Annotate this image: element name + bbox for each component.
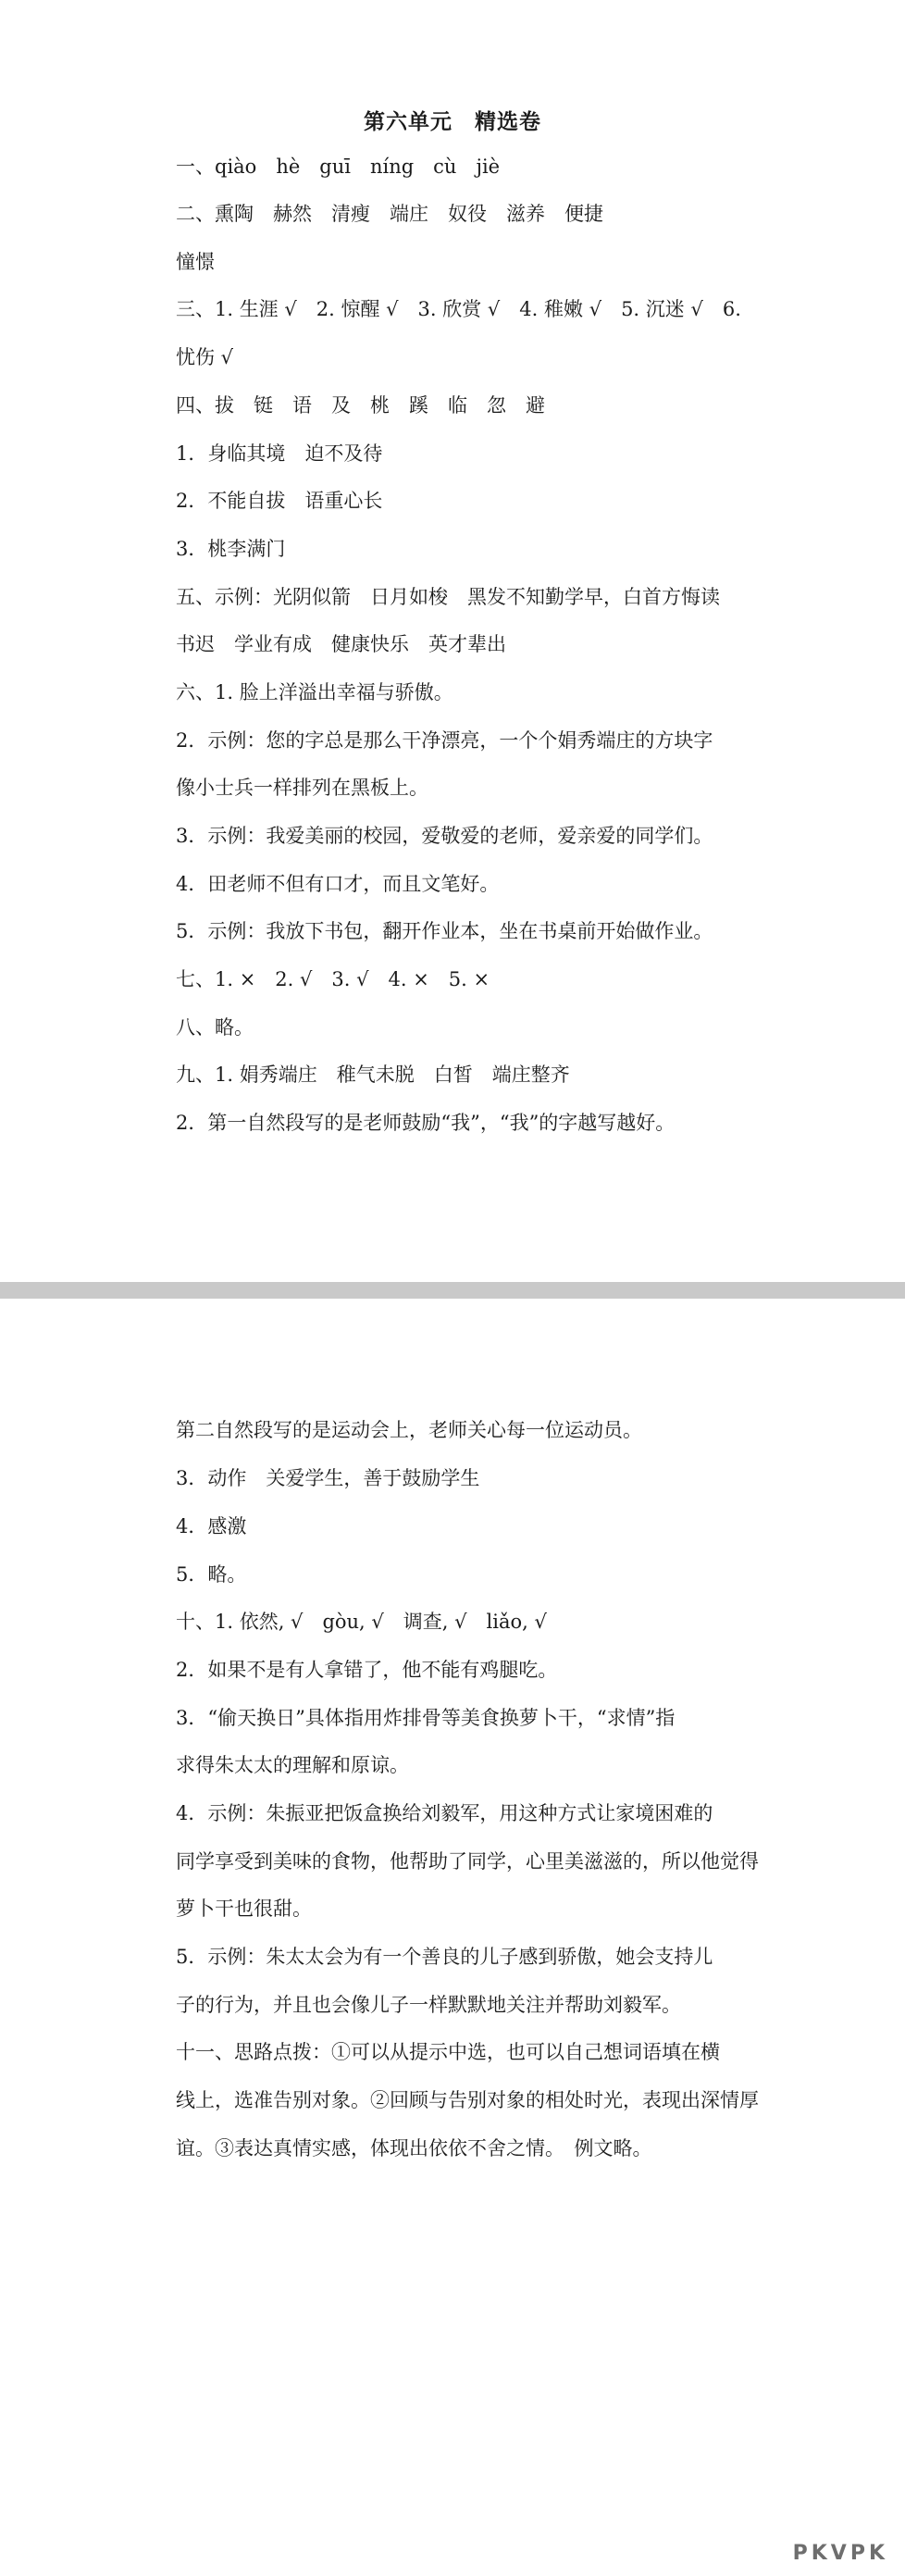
- page-separator: [0, 1282, 905, 1299]
- answer-line: 4．示例：朱振亚把饭盒换给刘毅军，用这种方式让家境困难的: [176, 1802, 713, 1824]
- answer-line: 第二自然段写的是运动会上，老师关心每一位运动员。: [176, 1419, 642, 1441]
- answer-line: 2．不能自拔 语重心长: [176, 490, 383, 512]
- answer-line: 3．“偷天换日”具体指用炸排骨等美食换萝卜干，“求情”指: [176, 1707, 676, 1729]
- answer-line: 线上，选准告别对象。②回顾与告别对象的相处时光，表现出深情厚: [176, 2089, 759, 2111]
- answer-line: 3．桃李满门: [176, 538, 286, 560]
- answer-line: 一、qiào hè guī níng cù jiè: [176, 156, 501, 178]
- answer-line: 4．感激: [176, 1515, 247, 1537]
- answer-line: 六、1. 脸上洋溢出幸福与骄傲。: [176, 681, 453, 703]
- answer-line: 3．动作 关爱学生，善于鼓励学生: [176, 1467, 480, 1489]
- answer-line: 2．第一自然段写的是老师鼓励“我”，“我”的字越写越好。: [176, 1112, 676, 1134]
- answer-line: 憧憬: [176, 251, 215, 273]
- answer-line: 八、略。: [176, 1016, 254, 1039]
- answer-line: 求得朱太太的理解和原谅。: [176, 1754, 409, 1776]
- answer-line: 九、1. 娟秀端庄 稚气未脱 白皙 端庄整齐: [176, 1064, 570, 1086]
- answer-line: 5．示例：朱太太会为有一个善良的儿子感到骄傲，她会支持儿: [176, 1946, 713, 1968]
- answer-line: 1．身临其境 迫不及待: [176, 442, 383, 465]
- answer-line: 四、拔 铤 语 及 桃 蹊 临 忽 避: [176, 394, 545, 417]
- answer-line: 3．示例：我爱美丽的校园，爱敬爱的老师，爱亲爱的同学们。: [176, 825, 713, 847]
- answer-line: 五、示例：光阴似箭 日月如梭 黑发不知勤学早，白首方悔读: [176, 586, 720, 608]
- answer-line: 谊。③表达真情实感，体现出依依不舍之情。 例文略。: [176, 2137, 652, 2159]
- page-title: 第六单元 精选卷: [364, 109, 541, 134]
- answer-line: 5．略。: [176, 1563, 247, 1586]
- answer-line: 5．示例：我放下书包，翻开作业本，坐在书桌前开始做作业。: [176, 920, 713, 942]
- answer-line: 2．如果不是有人拿错了，他不能有鸡腿吃。: [176, 1659, 558, 1681]
- answer-line: 十一、思路点拨：①可以从提示中选，也可以自己想词语填在横: [176, 2041, 720, 2063]
- answer-line: 4．田老师不但有口才，而且文笔好。: [176, 873, 500, 895]
- answer-line: 忧伤 √: [176, 346, 234, 368]
- answer-line: 七、1. × 2. √ 3. √ 4. × 5. ×: [176, 968, 490, 990]
- answer-line: 2．示例：您的字总是那么干净漂亮，一个个娟秀端庄的方块字: [176, 729, 713, 752]
- answer-line: 像小士兵一样排列在黑板上。: [176, 777, 428, 799]
- answer-line: 书迟 学业有成 健康快乐 英才辈出: [176, 633, 506, 655]
- answer-line: 十、1. 依然, √ gòu, √ 调查, √ liǎo, √: [176, 1611, 547, 1633]
- answer-line: 同学享受到美味的食物，他帮助了同学，心里美滋滋的，所以他觉得: [176, 1850, 759, 1873]
- answer-page-1: [0, 0, 905, 1282]
- answer-page-2: [0, 1299, 905, 2576]
- answer-line: 子的行为，并且也会像儿子一样默默地关注并帮助刘毅军。: [176, 1994, 681, 2016]
- answer-line: 三、1. 生涯 √ 2. 惊醒 √ 3. 欣赏 √ 4. 稚嫩 √ 5. 沉迷 √ 6.: [176, 298, 741, 320]
- watermark: PKVPK: [792, 2542, 888, 2565]
- answer-line: 萝卜干也很甜。: [176, 1898, 312, 1920]
- answer-line: 二、熏陶 赫然 清瘦 端庄 奴役 滋养 便捷: [176, 203, 603, 225]
